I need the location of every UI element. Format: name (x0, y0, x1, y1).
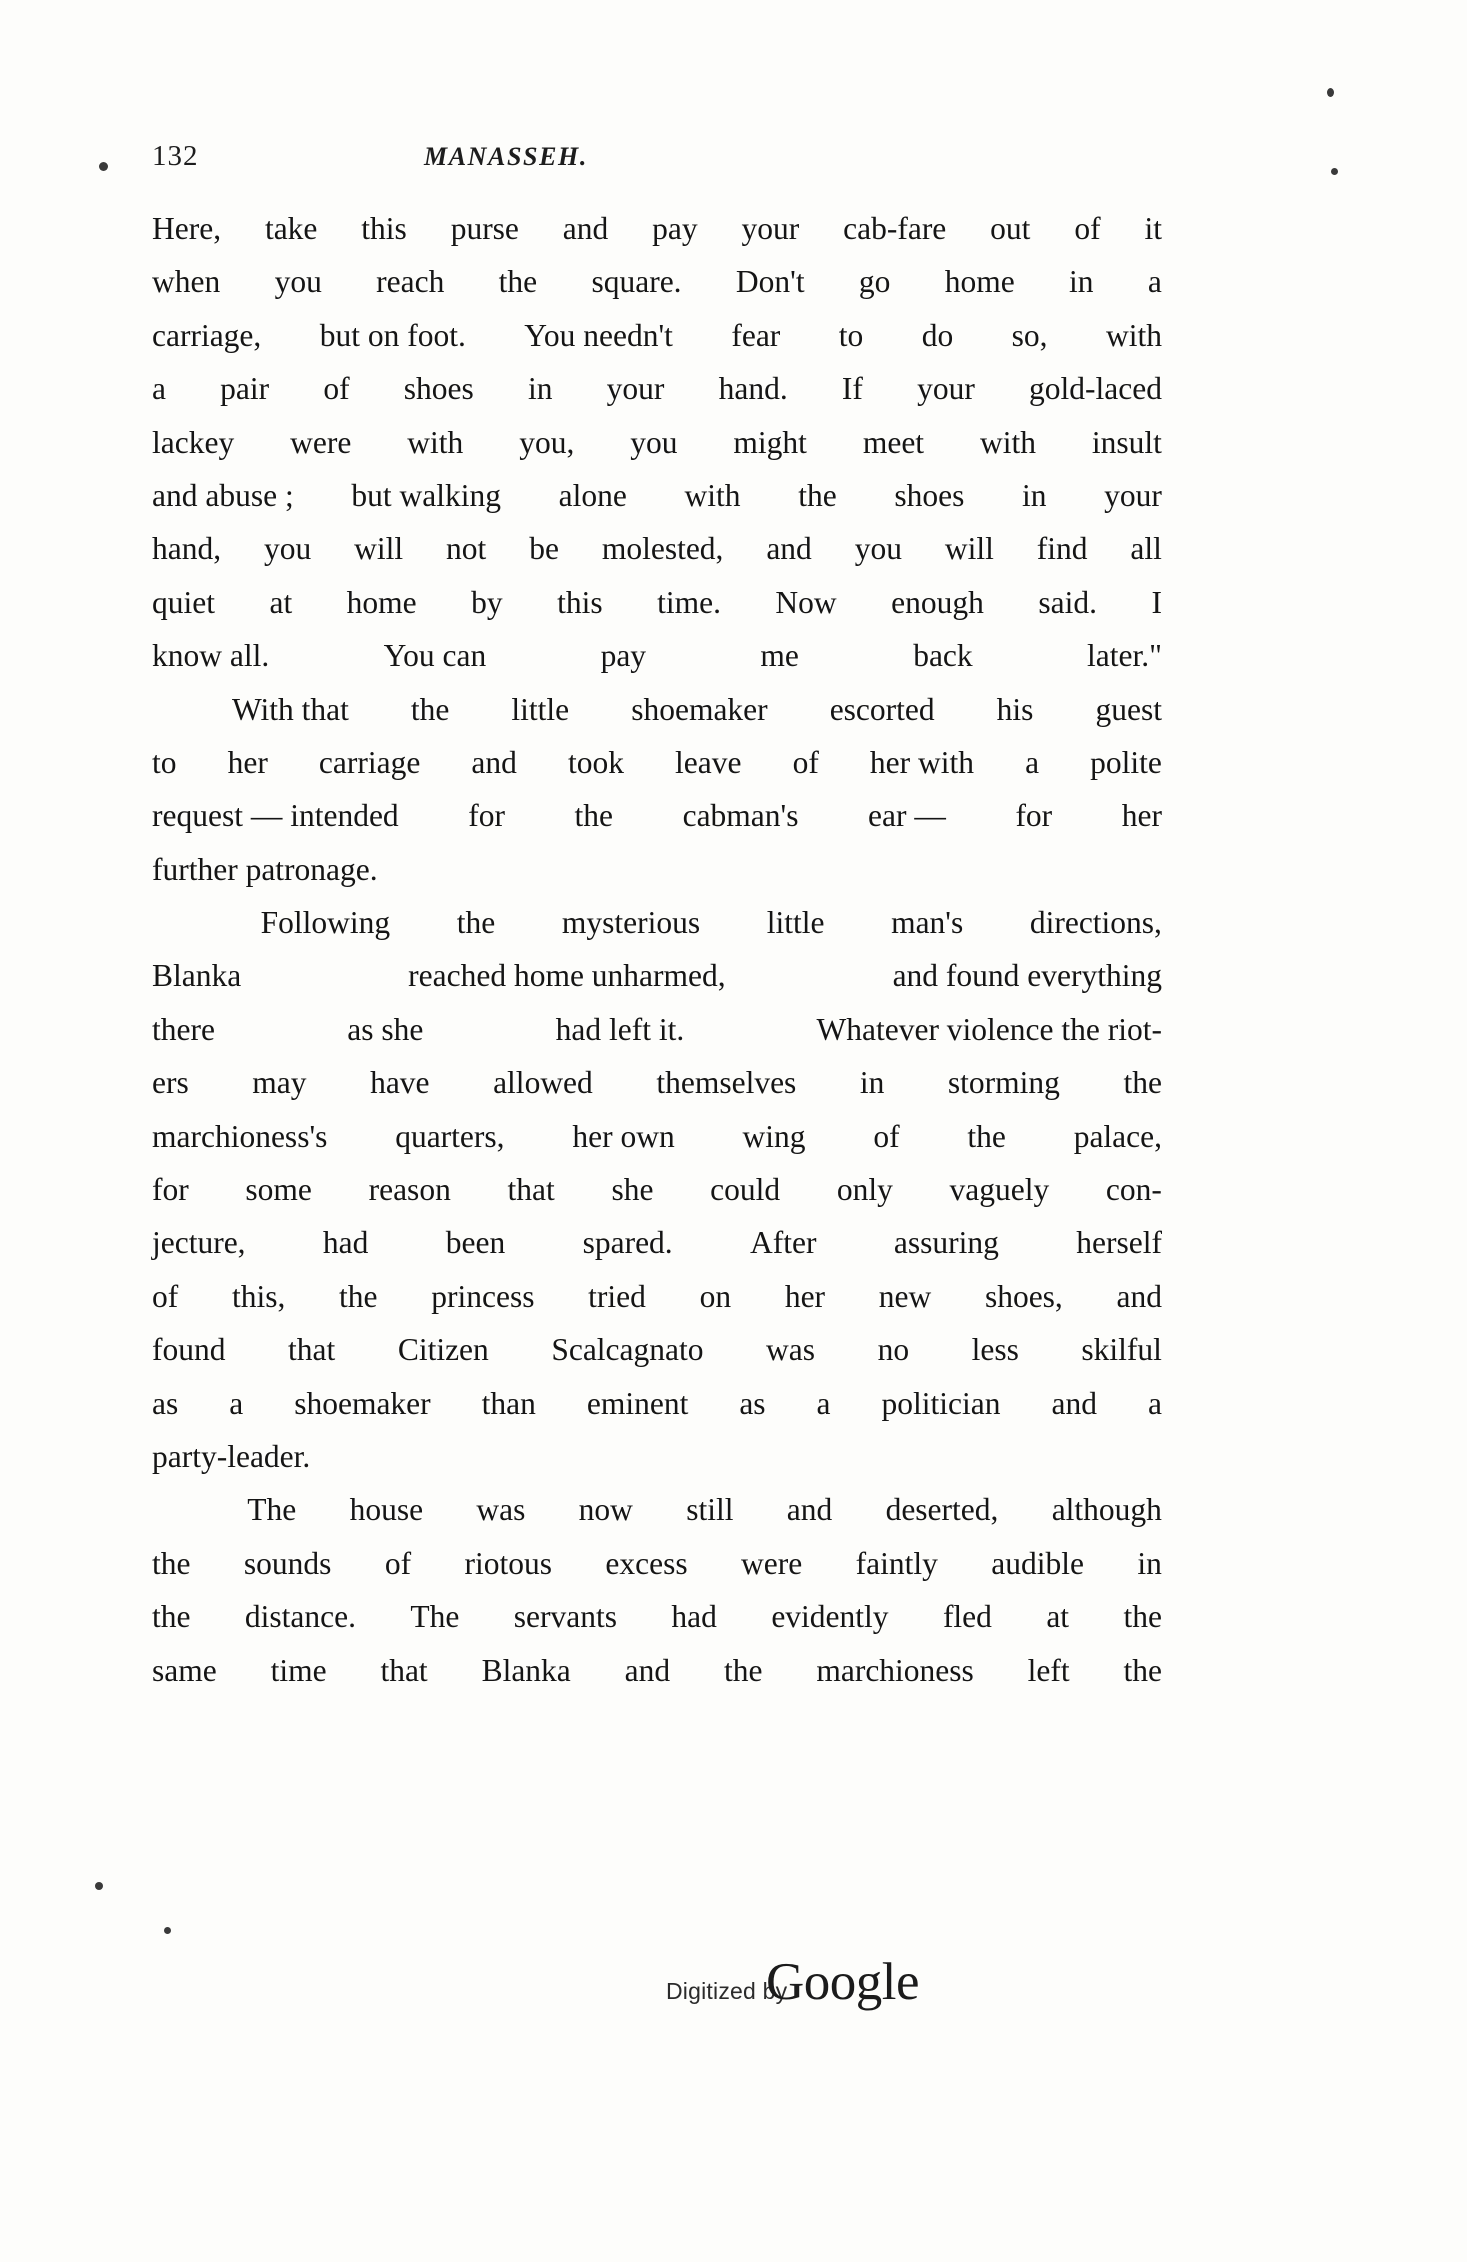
text-run: for (152, 1172, 189, 1208)
text-line (152, 1216, 1162, 1269)
text-run: lackey (152, 424, 235, 460)
text-run: took (567, 744, 624, 780)
text-run: politician (881, 1385, 1001, 1421)
text-run: will (944, 531, 994, 567)
paragraph-indent (152, 1483, 194, 1536)
text-run: Whatever violence the riot- (816, 1011, 1162, 1047)
text-run: later." (1087, 638, 1162, 674)
text-run: meet (862, 424, 925, 460)
text-run: leave (675, 744, 742, 780)
text-run: it (1144, 211, 1162, 246)
text-run: were (741, 1545, 803, 1581)
text-run: of (1074, 211, 1101, 246)
text-run: same (152, 1652, 217, 1688)
text-run: the (574, 798, 614, 834)
text-run: with (979, 424, 1036, 460)
text-run: purse (450, 211, 519, 246)
text-run: no (877, 1332, 910, 1368)
text-run: was (766, 1332, 816, 1368)
text-run: the (1123, 1652, 1162, 1688)
text-line (152, 1483, 1162, 1536)
text-run: less (971, 1332, 1019, 1368)
text-line (152, 202, 1162, 255)
text-line (152, 1056, 1162, 1109)
text-run: had (671, 1599, 717, 1635)
text-run: reach (376, 264, 445, 300)
text-run: of (384, 1545, 412, 1581)
text-line (152, 576, 1162, 629)
text-run: riotous (464, 1545, 552, 1581)
text-run: his (996, 691, 1034, 727)
text-run: pair (220, 371, 270, 407)
google-wordmark: Google (766, 1953, 920, 2011)
text-run: to (152, 744, 177, 780)
text-run: that (288, 1332, 336, 1368)
page-number: 132 (152, 140, 199, 172)
text-run: and (1116, 1278, 1162, 1314)
text-run: reached home unharmed, (408, 958, 726, 994)
text-run: palace, (1073, 1118, 1162, 1154)
text-run: You needn't (524, 317, 673, 353)
text-run: by (471, 584, 503, 620)
text-run: you (274, 264, 322, 300)
text-line (152, 469, 1162, 522)
text-run: that (380, 1652, 428, 1688)
text-run: you (854, 531, 902, 567)
text-run: be (529, 531, 559, 567)
text-run: as she (347, 1011, 424, 1047)
text-run: and (624, 1652, 671, 1688)
text-run: the (498, 264, 538, 300)
digitized-by-label: Digitized by (666, 1978, 788, 2004)
text-run: shoemaker (631, 691, 768, 727)
text-run: a (816, 1385, 831, 1421)
text-run: faintly (855, 1545, 938, 1581)
text-run: enough (891, 584, 984, 620)
text-run: Blanka (152, 958, 242, 994)
text-run: little (766, 905, 825, 941)
text-run: cabman's (682, 798, 799, 834)
text-line (152, 1537, 1162, 1590)
text-run: a (1025, 744, 1040, 780)
text-line (152, 362, 1162, 415)
text-run: your (741, 211, 800, 246)
text-run: this, (231, 1278, 286, 1314)
text-run: quarters, (395, 1118, 505, 1154)
paragraph-indent (152, 683, 170, 736)
text-line (152, 1590, 1162, 1643)
text-line (152, 416, 1162, 469)
text-run: With that (232, 691, 349, 727)
text-run: shoes (403, 371, 474, 407)
text-run: and (471, 744, 517, 780)
text-run: to (838, 317, 864, 353)
text-run: assuring (893, 1225, 999, 1261)
text-run: for (468, 798, 505, 834)
text-run: house (349, 1492, 424, 1528)
text-run: pay (652, 211, 698, 246)
text-run: go (858, 264, 891, 300)
text-line (152, 1430, 1162, 1483)
text-run: cab-fare (843, 211, 947, 246)
text-run: me (760, 638, 799, 674)
text-run: her (227, 744, 268, 780)
text-run: now (578, 1492, 633, 1528)
text-run: as (739, 1385, 766, 1421)
text-run: carriage, (152, 317, 262, 353)
text-run: might (733, 424, 807, 460)
text-run: so, (1011, 317, 1048, 353)
text-run: her (784, 1278, 826, 1314)
text-run: shoes (894, 477, 965, 513)
text-run: her with (869, 744, 975, 780)
text-run: herself (1076, 1225, 1162, 1261)
text-run: marchioness's (152, 1118, 328, 1154)
text-run: the (456, 905, 496, 941)
text-run: themselves (656, 1065, 797, 1101)
text-run: hand, (152, 531, 222, 567)
text-run: party-leader. (152, 1438, 311, 1474)
text-run: that (507, 1172, 555, 1208)
text-run: Scalcagnato (551, 1332, 704, 1368)
paragraph-indent (152, 896, 194, 949)
text-line (152, 843, 1162, 896)
text-run: your (1104, 477, 1162, 513)
text-run: spared. (582, 1225, 673, 1261)
text-run: of (323, 371, 350, 407)
text-run: con- (1105, 1172, 1162, 1208)
text-run: your (606, 371, 665, 407)
text-run: Following (260, 905, 391, 941)
text-run: You can (383, 638, 487, 674)
text-run: If (841, 371, 863, 407)
text-run: fled (942, 1599, 992, 1635)
text-run: quiet (152, 584, 215, 620)
text-run: gold-laced (1029, 371, 1162, 407)
text-run: new (878, 1278, 932, 1314)
text-run: pay (600, 638, 647, 674)
text-run: a (229, 1385, 244, 1421)
text-run: find (1036, 531, 1088, 567)
text-run: shoemaker (294, 1385, 431, 1421)
text-line (152, 1110, 1162, 1163)
text-run: a (152, 371, 166, 407)
text-run: and (786, 1492, 833, 1528)
text-run: this (557, 584, 603, 620)
text-run: audible (991, 1545, 1084, 1581)
text-run: been (445, 1225, 506, 1261)
text-run: reason (368, 1172, 451, 1208)
text-run: eminent (586, 1385, 689, 1421)
text-run: the (339, 1278, 378, 1314)
text-run: only (836, 1172, 893, 1208)
text-run: insult (1091, 424, 1162, 460)
text-run: with (684, 477, 741, 513)
text-run: back (913, 638, 973, 674)
text-run: in (859, 1065, 885, 1101)
text-run: tried (588, 1278, 646, 1314)
text-run: in (1069, 264, 1094, 300)
text-run: for (1015, 798, 1053, 834)
text-run: you (264, 531, 312, 567)
text-run: square. (591, 264, 682, 300)
text-run: After (750, 1225, 817, 1261)
text-line (152, 789, 1162, 842)
text-run: polite (1090, 744, 1162, 780)
text-run: the (967, 1118, 1006, 1154)
text-run: home (346, 584, 417, 620)
text-run: Now (775, 584, 837, 620)
text-run: mysterious (561, 905, 701, 941)
text-line (152, 255, 1162, 308)
text-run: you (630, 424, 678, 460)
text-run: Here, (152, 211, 222, 246)
text-run: in (1022, 477, 1047, 513)
text-run: the (724, 1652, 763, 1688)
text-run: the (152, 1545, 191, 1581)
text-run: will (354, 531, 404, 567)
scan-speck (99, 162, 108, 171)
text-run: Citizen (397, 1332, 489, 1368)
text-run: skilful (1081, 1332, 1162, 1368)
text-run: left (1027, 1652, 1070, 1688)
text-run: her (1121, 798, 1162, 834)
text-line (152, 1644, 1162, 1697)
text-line (152, 896, 1162, 949)
text-run: you, (519, 424, 575, 460)
text-run: evidently (771, 1599, 889, 1635)
text-line (152, 683, 1162, 736)
text-run: of (152, 1278, 179, 1314)
text-run: your (917, 371, 975, 407)
text-run: had (322, 1225, 369, 1261)
text-run: excess (605, 1545, 688, 1581)
text-run: marchioness (816, 1652, 974, 1688)
text-run: escorted (829, 691, 935, 727)
text-line (152, 1270, 1162, 1323)
text-run: but walking (351, 477, 501, 513)
body-text (152, 202, 1162, 1697)
text-run: some (245, 1172, 312, 1208)
text-run: the (152, 1599, 191, 1635)
running-title: MANASSEH. (424, 142, 588, 171)
text-line (152, 309, 1162, 362)
text-run: and (1051, 1385, 1097, 1421)
text-run: of (792, 744, 819, 780)
text-line (152, 1323, 1162, 1376)
text-run: had left it. (555, 1011, 685, 1047)
text-run: and (562, 211, 609, 246)
text-run: sounds (243, 1545, 332, 1581)
text-line (152, 736, 1162, 789)
text-run: deserted, (885, 1492, 999, 1528)
text-run: The (247, 1492, 297, 1528)
text-line (152, 522, 1162, 575)
text-run: the (1123, 1065, 1162, 1101)
text-run: out (990, 211, 1031, 246)
text-run: the (798, 477, 837, 513)
text-run: ers (152, 1065, 189, 1101)
text-run: molested, (601, 531, 724, 567)
text-line (152, 1377, 1162, 1430)
text-run: with (407, 424, 464, 460)
text-run: and (766, 531, 812, 567)
text-run: the (410, 691, 450, 727)
text-run: the (1123, 1599, 1162, 1635)
text-run: home (944, 264, 1015, 300)
text-run: was (476, 1492, 526, 1528)
text-run: and found everything (892, 958, 1162, 994)
text-run: her own (572, 1118, 675, 1154)
text-run: allowed (493, 1065, 593, 1101)
text-run: and abuse ; (152, 477, 294, 513)
text-run: she (611, 1172, 654, 1208)
text-run: time. (657, 584, 721, 620)
text-run: than (481, 1385, 536, 1421)
text-line (152, 1003, 1162, 1056)
text-run: although (1051, 1492, 1162, 1528)
text-run: said. (1038, 584, 1097, 620)
text-run: directions, (1029, 905, 1162, 941)
text-run: this (361, 211, 407, 246)
text-run: a (1147, 1385, 1162, 1421)
text-run: hand. (718, 371, 788, 407)
scan-speck (95, 1882, 103, 1890)
text-run: little (511, 691, 570, 727)
text-line (152, 629, 1162, 682)
text-run: may (252, 1065, 307, 1101)
text-run: there (152, 1011, 215, 1047)
text-run: jecture, (152, 1225, 246, 1261)
text-run: man's (891, 905, 964, 941)
text-run: in (527, 371, 553, 407)
text-run: I (1151, 584, 1162, 620)
text-run: princess (431, 1278, 535, 1314)
text-run: Blanka (481, 1652, 571, 1688)
text-line (152, 949, 1162, 1002)
text-run: The (410, 1599, 460, 1635)
text-run: servants (513, 1599, 618, 1635)
text-run: still (686, 1492, 734, 1528)
text-run: with (1105, 317, 1162, 353)
scan-speck (1327, 88, 1334, 97)
page-header (152, 140, 1242, 180)
text-run: in (1137, 1545, 1162, 1581)
text-run: guest (1095, 691, 1162, 727)
text-run: distance. (244, 1599, 356, 1635)
scan-speck (1331, 168, 1338, 175)
text-run: as (152, 1385, 179, 1421)
text-run: further patronage. (152, 851, 378, 887)
text-run: could (710, 1172, 781, 1208)
text-run: Don't (735, 264, 805, 300)
text-run: shoes, (984, 1278, 1063, 1314)
scan-speck (164, 1927, 171, 1934)
text-run: at (1046, 1599, 1070, 1635)
text-run: do (921, 317, 954, 353)
text-run: not (446, 531, 487, 567)
text-run: but on foot. (319, 317, 466, 353)
text-run: alone (558, 477, 627, 513)
text-run: know all. (152, 638, 270, 674)
text-run: storming (947, 1065, 1060, 1101)
text-run: found (152, 1332, 226, 1368)
text-run: carriage (318, 744, 421, 780)
text-run: take (264, 211, 318, 246)
text-run: of (873, 1118, 900, 1154)
text-run: a (1147, 264, 1162, 300)
text-run: vaguely (949, 1172, 1050, 1208)
text-run: on (699, 1278, 732, 1314)
text-run: time (270, 1652, 327, 1688)
text-run: when (152, 264, 221, 300)
text-run: ear — (868, 798, 946, 834)
text-run: fear (731, 317, 781, 353)
text-run: at (269, 584, 293, 620)
text-run: wing (742, 1118, 806, 1154)
text-run: have (370, 1065, 430, 1101)
text-run: were (290, 424, 352, 460)
text-run: request — intended (152, 798, 399, 834)
text-line (152, 1163, 1162, 1216)
digitization-credit (666, 1952, 1266, 2032)
text-run: all (1130, 531, 1162, 567)
